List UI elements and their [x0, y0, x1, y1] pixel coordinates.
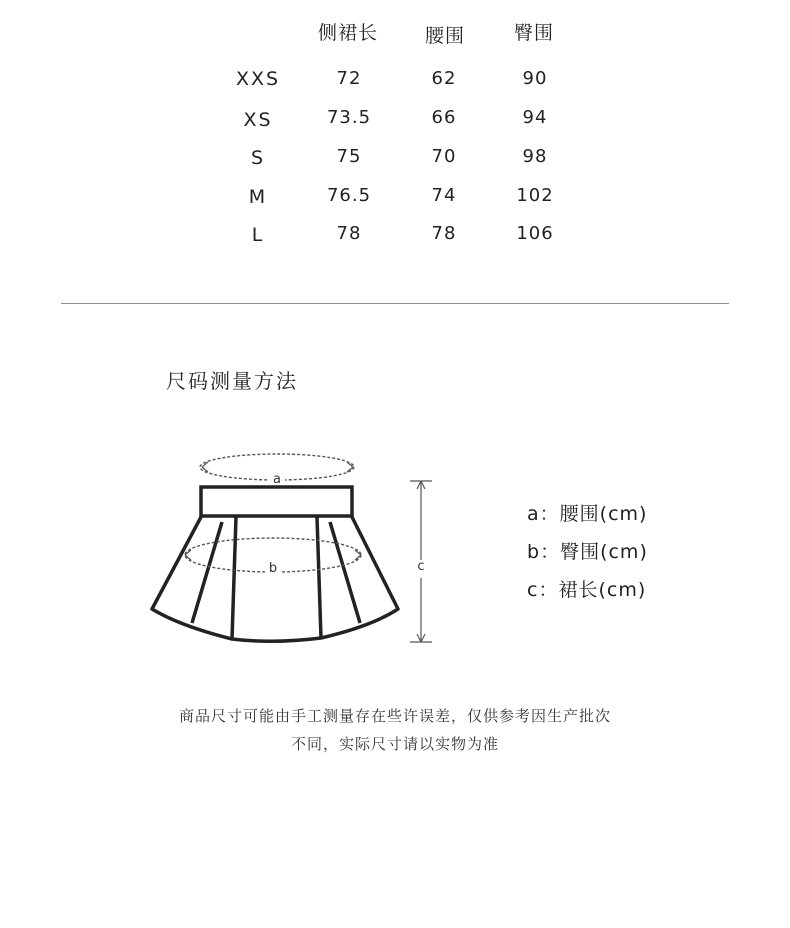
- waistband: [201, 487, 352, 516]
- cell-hip: 102: [516, 185, 554, 206]
- legend-label: 裙长(cm): [558, 579, 647, 601]
- pleat-line: [192, 522, 222, 623]
- header-hip: 臀围: [514, 22, 555, 44]
- legend-key: b: [527, 541, 541, 563]
- cell-hip: 90: [522, 68, 548, 89]
- cell-waist: 78: [431, 223, 457, 244]
- legend-item-waist: [527, 499, 647, 526]
- legend-item-length: [527, 575, 646, 602]
- pleat-line: [330, 522, 360, 623]
- cell-side-length: 73.5: [326, 107, 372, 128]
- cell-waist: 62: [431, 68, 457, 89]
- cell-side-length: 78: [336, 223, 362, 244]
- header-waist: 腰围: [425, 25, 466, 47]
- cell-waist: 74: [431, 185, 457, 206]
- cell-hip: 106: [516, 223, 554, 244]
- row-size-label: M: [248, 186, 268, 208]
- legend-label: 臀围(cm): [560, 541, 648, 563]
- legend-sep: ：: [538, 579, 559, 601]
- cell-waist: 70: [431, 146, 457, 167]
- legend-label: 腰围(cm): [559, 503, 648, 525]
- row-size-label: S: [250, 147, 266, 169]
- legend-key: c: [527, 579, 539, 601]
- pleat-line: [317, 517, 321, 638]
- legend-sep: ：: [540, 541, 561, 563]
- cell-side-length: 72: [336, 68, 362, 89]
- label-b: b: [268, 561, 278, 576]
- cell-side-length: 76.5: [326, 185, 372, 206]
- skirt-diagram: [140, 440, 450, 655]
- row-size-label: XXS: [235, 68, 281, 90]
- section-title: 尺码测量方法: [166, 369, 298, 393]
- row-size-label: L: [251, 224, 265, 246]
- cell-side-length: 75: [336, 146, 362, 167]
- pleat-line: [232, 517, 236, 639]
- header-side-length: 侧裙长: [318, 22, 379, 44]
- disclaimer-line-2: 不同，实际尺寸请以实物为准: [290, 735, 499, 753]
- cell-hip: 98: [522, 146, 548, 167]
- cell-hip: 94: [522, 107, 548, 128]
- row-size-label: XS: [243, 109, 273, 131]
- disclaimer-line-1: 商品尺寸可能由手工测量存在些许误差，仅供参考因生产批次: [178, 707, 611, 725]
- legend-sep: ：: [539, 503, 560, 525]
- legend-key: a: [527, 503, 540, 525]
- cell-waist: 66: [431, 107, 457, 128]
- label-a: a: [273, 472, 281, 487]
- label-c: c: [417, 559, 425, 574]
- legend-item-hip: [527, 537, 648, 564]
- section-divider: [61, 303, 729, 304]
